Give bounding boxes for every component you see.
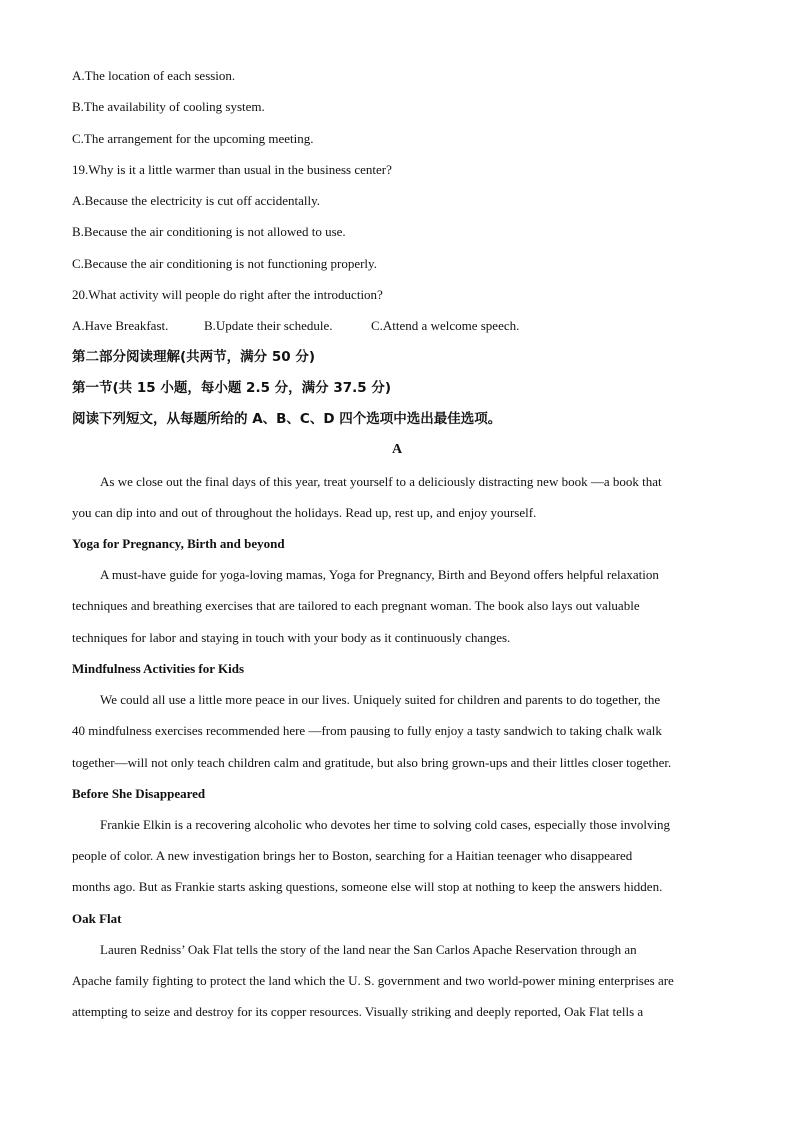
q19-question: 19.Why is it a little warmer than usual in the business center? <box>72 162 392 177</box>
book-title-oak-flat: Oak Flat <box>72 911 122 926</box>
book-disappeared-line-3: months ago. But as Frankie starts asking questions, someone else will stop at nothing to keep the answers hidden. <box>72 879 663 894</box>
q20-options <box>72 318 519 334</box>
q20-question: 20.What activity will people do right after the introduction? <box>72 287 383 302</box>
book-yoga-line-3: techniques for labor and staying in touch with your body as it continuously changes. <box>72 630 511 645</box>
book-mindfulness-line-3: together—will not only teach children calm and gratitude, but also bring grown-ups and their littles closer together. <box>72 755 672 770</box>
q20-option-c: C.Attend a welcome speech. <box>371 318 520 333</box>
book-title-before-she-disappeared: Before She Disappeared <box>72 786 206 801</box>
book-oakflat-line-2: Apache family fighting to protect the land which the U. S. government and two world-power mining enterprises are <box>72 973 674 988</box>
q20-option-a: A.Have Breakfast. <box>72 318 169 333</box>
book-yoga-line-1: A must-have guide for yoga-loving mamas, Yoga for Pregnancy, Birth and Beyond offers helpful relaxation <box>100 567 659 582</box>
intro-line-1: As we close out the final days of this year, treat yourself to a deliciously distracting new book —a book that <box>100 474 662 489</box>
book-title-mindfulness: Mindfulness Activities for Kids <box>72 661 245 676</box>
q19-option-b: B.Because the air conditioning is not allowed to use. <box>72 224 346 239</box>
book-title-yoga: Yoga for Pregnancy, Birth and beyond <box>72 536 285 551</box>
q18-option-c: C.The arrangement for the upcoming meeting. <box>72 131 314 146</box>
q18-option-a: A.The location of each session. <box>72 68 236 83</box>
q19-option-c: C.Because the air conditioning is not functioning properly. <box>72 256 377 271</box>
instruction: 阅读下列短文，从每题所给的 A、B、C、D 四个选项中选出最佳选项。 <box>72 411 502 427</box>
book-disappeared-line-2: people of color. A new investigation brings her to Boston, searching for a Haitian teenager who disappeared <box>72 848 633 863</box>
part2-title: 第二部分阅读理解(共两节，满分 50 分) <box>72 349 316 365</box>
q20-option-b: B.Update their schedule. <box>204 318 333 333</box>
book-mindfulness-line-1: We could all use a little more peace in our lives. Uniquely suited for children and parents to do together, the <box>100 692 661 707</box>
q19-option-a: A.Because the electricity is cut off accidentally. <box>72 193 320 208</box>
book-disappeared-line-1: Frankie Elkin is a recovering alcoholic who devotes her time to solving cold cases, especially those involving <box>100 817 671 832</box>
passage-label: A <box>391 442 403 457</box>
q18-option-b: B.The availability of cooling system. <box>72 99 265 114</box>
book-oakflat-line-1: Lauren Redniss’ Oak Flat tells the story of the land near the San Carlos Apache Reservation through an <box>100 942 637 957</box>
book-mindfulness-line-2: 40 mindfulness exercises recommended here —from pausing to fully enjoy a tasty sandwich to taking chalk walk <box>72 723 662 738</box>
section1-title: 第一节(共 15 小题，每小题 2.5 分，满分 37.5 分) <box>72 380 392 396</box>
intro-line-2: you can dip into and out of throughout the holidays. Read up, rest up, and enjoy yourself. <box>72 505 537 520</box>
book-oakflat-line-3: attempting to seize and destroy for its copper resources. Visually striking and deeply reported, Oak Flat tells a <box>72 1004 644 1019</box>
book-yoga-line-2: techniques and breathing exercises that are tailored to each pregnant woman. The book also lays out valuable <box>72 598 640 613</box>
